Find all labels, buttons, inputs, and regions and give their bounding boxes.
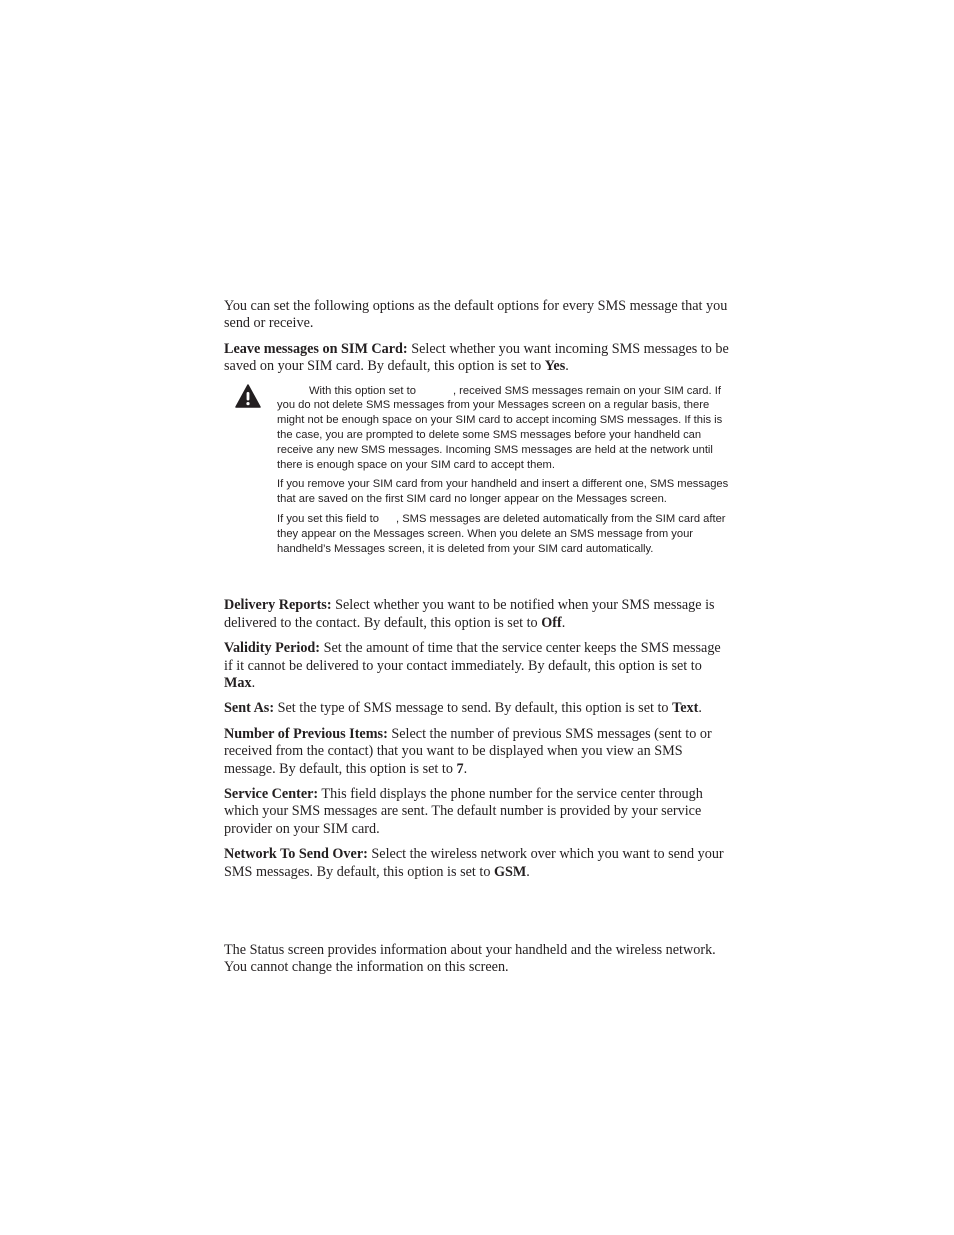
validity-period-default: Max <box>224 675 252 692</box>
warning-p1-start: With this option set to <box>309 384 416 397</box>
delivery-reports-default: Off <box>541 614 562 631</box>
warning-paragraph-2: If you remove your SIM card from your handheld and insert a different one, SMS messages that are saved on the first SIM card no longer appear on the Messages screen. <box>277 478 729 506</box>
previous-items-default: 7 <box>456 760 464 777</box>
service-center-paragraph <box>224 786 730 838</box>
network-paragraph <box>224 846 730 881</box>
network-text: Select the wireless network over which you want to send your SMS messages. By default, this option is set to <box>224 846 724 880</box>
leave-messages-text: Select whether you want incoming SMS messages to be saved on your SIM card. By default, this option is set to <box>224 340 729 375</box>
leave-messages-period: . <box>565 358 569 375</box>
warning-p3-rest: , SMS messages are deleted automatically from the SIM card after they appear on the Messages screen. When you delete an SMS message from your handheld’s Messages screen, it is deleted from your SIM card automatically. <box>277 513 726 555</box>
warning-note <box>224 384 730 557</box>
validity-period-label: Validity Period: <box>224 640 321 657</box>
warning-paragraph-3 <box>277 512 730 556</box>
delivery-reports-period: . <box>561 614 566 631</box>
validity-period-period: . <box>251 675 256 692</box>
previous-items-paragraph <box>224 726 730 778</box>
validity-period-paragraph <box>224 640 730 692</box>
warning-triangle-icon <box>235 384 261 408</box>
leave-messages-default: Yes <box>544 358 566 375</box>
previous-items-period: . <box>463 760 468 777</box>
warning-p3-start: If you set this field to <box>277 513 379 525</box>
network-label: Network To Send Over: <box>224 846 368 863</box>
delivery-reports-text: Select whether you want to be notified when your SMS message is delivered to the contact. By default, this option is set to <box>224 597 715 631</box>
sent-as-period: . <box>698 700 702 717</box>
status-paragraph: The Status screen provides information about your handheld and the wireless network. You cannot change the information on this screen. <box>224 942 716 976</box>
previous-items-text: Select the number of previous SMS messages (sent to or received from the contact) that you want to be displayed when you view an SMS message. By default, this option is set to <box>224 725 712 777</box>
previous-items-label: Number of Previous Items: <box>224 725 388 742</box>
service-center-label: Service Center: <box>224 786 319 803</box>
leave-messages-label: Leave messages on SIM Card: <box>224 340 408 357</box>
page-content <box>224 298 730 985</box>
intro-paragraph: You can set the following options as the default options for every SMS message that you send or receive. <box>224 298 728 332</box>
warning-paragraph-1 <box>277 384 730 473</box>
delivery-reports-label: Delivery Reports: <box>224 597 332 614</box>
sent-as-label: Sent As: <box>224 700 275 717</box>
delivery-reports-paragraph <box>224 597 730 632</box>
sent-as-default: Text <box>672 700 699 717</box>
service-center-text: This field displays the phone number for the service center through which your SMS messages are sent. The default number is provided by your service provider on your SIM card. <box>224 786 703 837</box>
network-default: GSM <box>493 863 527 880</box>
leave-messages-paragraph <box>224 341 730 376</box>
sent-as-paragraph <box>224 700 730 717</box>
sent-as-text: Set the type of SMS message to send. By default, this option is set to <box>274 700 673 717</box>
validity-period-text: Set the amount of time that the service center keeps the SMS message if it cannot be delivered to your contact immediately. By default, this option is set to <box>224 640 721 674</box>
warning-p1-rest: , received SMS messages remain on your SIM card. If you do not delete SMS messages from your Messages screen on a regular basis, there might not be enough space on your SIM card to accept incoming SMS messages. If this is the case, you are prompted to delete some SMS messages before your handheld can receive any new SMS messages. Incoming SMS messages are held at the network until there is enough space on your SIM card to accept them. <box>277 384 723 471</box>
network-period: . <box>526 863 530 880</box>
